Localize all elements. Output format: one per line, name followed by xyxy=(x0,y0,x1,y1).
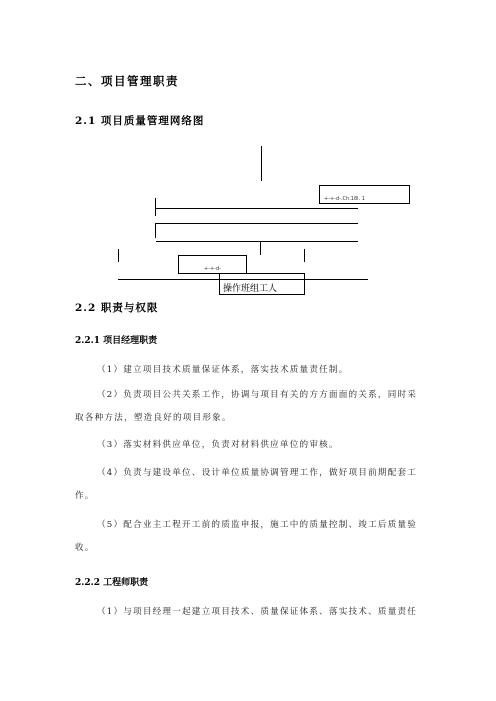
manager-duty-5: （5）配合业主工程开工前的质监申报，施工中的质量控制、竣工后质量验收。 xyxy=(75,520,418,553)
diagram-connector xyxy=(261,146,262,181)
diagram-node-workers-label: 操作班组工人 xyxy=(223,284,278,294)
diagram-connector xyxy=(304,249,305,262)
engineer-duty-1: （1）与项目经理一起建立项目技术、质量保证体系、落实技术、质量责任 xyxy=(97,607,418,617)
section-title: 二、项目管理职责 xyxy=(75,74,179,88)
diagram-connector xyxy=(260,242,261,255)
network-subsection-title: 2.1 项目质量管理网络图 xyxy=(75,115,205,127)
diagram-connector xyxy=(156,223,358,224)
diagram-node-middle xyxy=(178,255,247,274)
manager-duty-4: （4）负责与建设单位、设计单位质量协调管理工作，做好项目前期配套工作。 xyxy=(75,468,418,501)
diagram-connector xyxy=(156,208,358,209)
diagram-connector xyxy=(118,249,119,262)
diagram-node-top-label: +-+-d-.Ch.18l. 1 xyxy=(324,196,365,202)
duties-subsection-title: 2.2 职责与权限 xyxy=(75,302,159,314)
diagram-node-workers xyxy=(219,273,305,295)
diagram-connector xyxy=(155,198,156,216)
manager-duty-3: （3）落实材料供应单位，负责对材料供应单位的审核。 xyxy=(97,440,339,450)
manager-duty-1: （1）建立项目技术质量保证体系，落实技术质量责任制。 xyxy=(97,365,349,375)
manager-duty-2: （2）负责项目公共关系工作，协调与项目有关的方方面面的关系，同时采取各种方法，塑造良好的项目形象。 xyxy=(75,390,418,423)
diagram-node-top xyxy=(319,185,410,204)
engineer-duties-heading: 2.2.2 工程师职责 xyxy=(75,578,149,588)
diagram-connector xyxy=(155,223,156,238)
diagram-connector xyxy=(156,241,358,242)
manager-duties-heading: 2.2.1 项目经理职责 xyxy=(75,336,158,346)
diagram-node-middle-label: +-+-d- xyxy=(204,266,221,272)
